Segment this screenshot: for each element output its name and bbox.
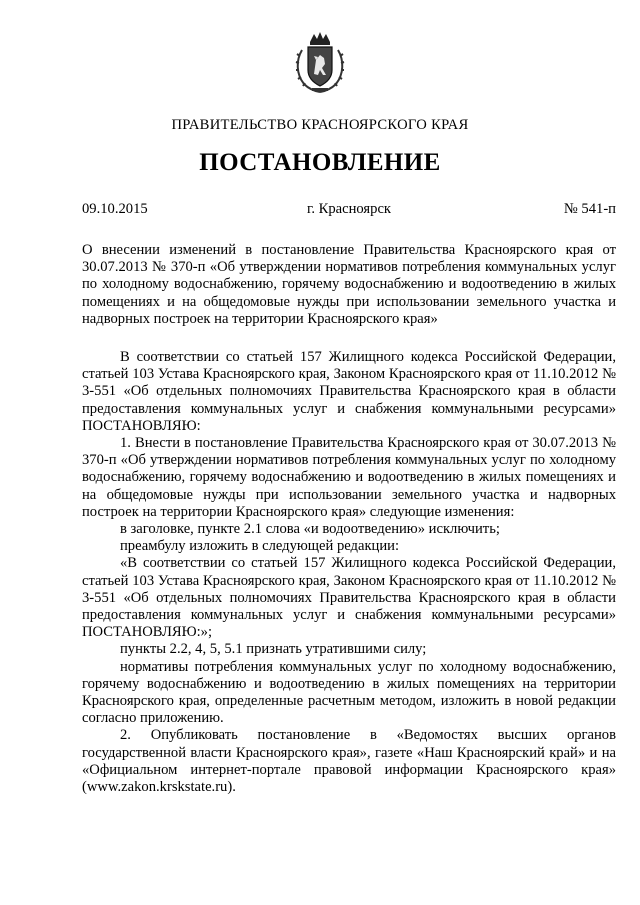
body-paragraph-norms: нормативы потребления коммунальных услуг по холодному водоснабжению, горячему водоснабжению и водоотведению в жилых помещениях на территории Красноярского края, определенные расчетным методом, изложить в новой редакции согласно приложению.	[82, 658, 616, 727]
body-paragraph-change-preamble: преамбулу изложить в следующей редакции:	[120, 538, 400, 555]
body-paragraph-preamble: В соответствии со статьей 157 Жилищного кодекса Российской Федерации, статьей 103 Устава Красноярского края, Законом Красноярского края от 11.10.2012 № 3-551 «Об отдельных полномочиях Правительства Красноярского края в области предоставления коммунальных услуг и снабжения коммунальными ресурсами» ПОСТАНОВЛЯЮ:	[82, 349, 616, 434]
document-number: № 541-п	[563, 201, 616, 217]
body-paragraph-item-2: 2. Опубликовать постановление в «Ведомостях высших органов государственной власти Красноярского края», газете «Наш Красноярский край» и на «Официальном интернет-портале правовой информации Красноярского края» (www.zakon.krskstate.ru).	[82, 727, 616, 796]
document-title: О внесении изменений в постановление Правительства Красноярского края от 30.07.2013 № 370-п «Об утверждении нормативов потребления коммунальных услуг по холодному водоснабжению, горячему водоснабжению и водоотведению в жилых помещениях и на общедомовые нужды при использовании земельного участка и надворных построек на территории Красноярского края»	[82, 242, 616, 327]
body-paragraph-change-title: в заголовке, пункте 2.1 слова «и водоотведению» исключить;	[120, 521, 500, 538]
body-paragraph-repealed-items: пункты 2.2, 4, 5, 5.1 признать утратившими силу;	[120, 641, 427, 658]
document-type-heading: ПОСТАНОВЛЕНИЕ	[199, 149, 441, 176]
body-paragraph-item-1: 1. Внести в постановление Правительства Красноярского края от 30.07.2013 № 370-п «Об утверждении нормативов потребления коммунальных услуг по холодному водоснабжению, горячему водоснабжению и водоотведению в жилых помещениях и на общедомовые нужды при использовании земельного участка и надворных построек на территории Красноярского края» следующие изменения:	[82, 435, 616, 520]
document-date: 09.10.2015	[82, 201, 148, 217]
document-city: г. Красноярск	[306, 201, 392, 217]
body-paragraph-new-preamble: «В соответствии со статьей 157 Жилищного кодекса Российской Федерации, статьей 103 Устава Красноярского края, Законом Красноярского края от 11.10.2012 № 3-551 «Об отдельных полномочиях Правительства Красноярского края в области предоставления коммунальных услуг и снабжения коммунальными ресурсами» ПОСТАНОВЛЯЮ:»;	[82, 555, 616, 641]
document-meta	[82, 201, 616, 221]
organization-name: ПРАВИТЕЛЬСТВО КРАСНОЯРСКОГО КРАЯ	[171, 117, 469, 133]
document-body	[82, 349, 616, 796]
coat-of-arms-icon	[294, 30, 346, 96]
